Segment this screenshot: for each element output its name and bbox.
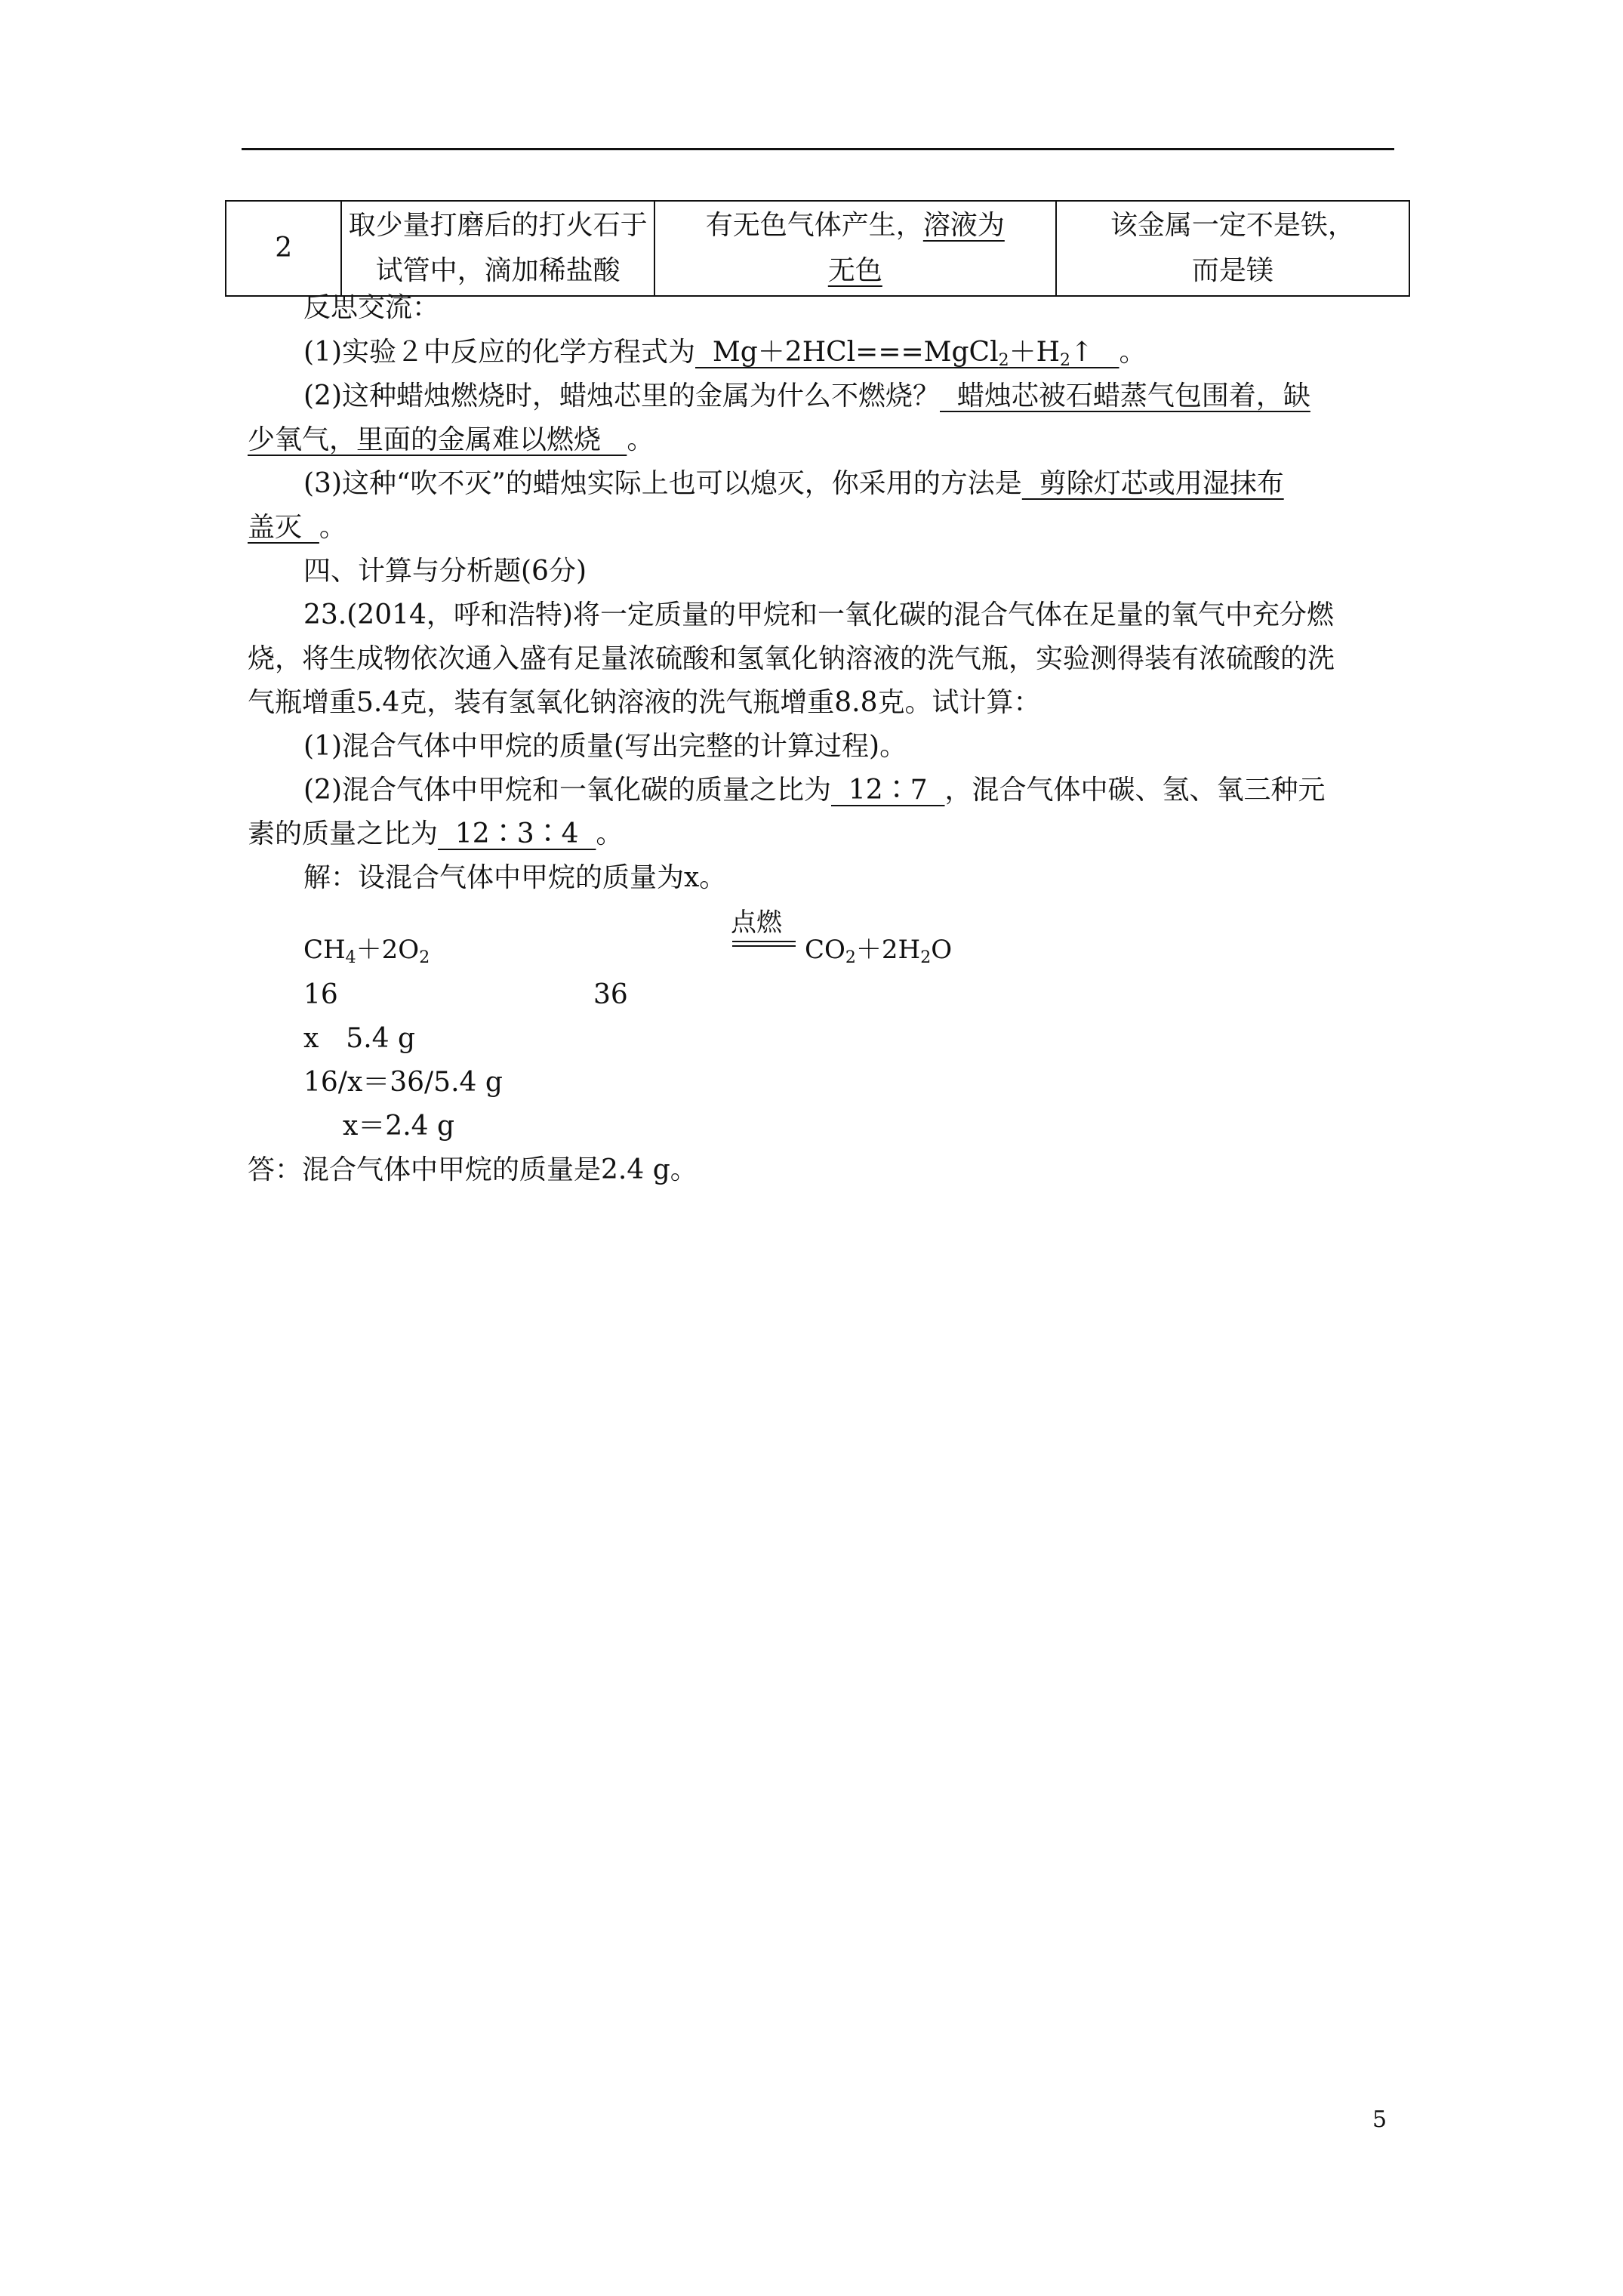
solution-answer: 答：混合气体中甲烷的质量是2.4 g。 (248, 1154, 698, 1185)
element-ratio-answer: 12∶3∶4 (438, 818, 596, 849)
equation-reactants: $CH_4+2O_2$ (303, 935, 430, 967)
question-23-sub-2: (2)混合气体中甲烷和一氧化碳的质量之比为 12∶7 ，混合气体中碳、氢、氧三种元 (303, 775, 1326, 806)
question-23-line-3: 气瓶增重5.4克，装有氢氧化钠溶液的洗气瓶增重8.8克。试计算： (248, 687, 1041, 718)
conclusion-line-1: 该金属一定不是铁， (1110, 210, 1355, 241)
question-3-line-2: 盖灭 。 (248, 512, 346, 543)
question-23-sub-2-line-2: 素的质量之比为 12∶3∶4 。 (248, 818, 624, 849)
phenomenon-text: 有无色气体产生， (705, 210, 923, 241)
relative-mass-h2o: 36 (593, 979, 628, 1010)
question-2-line-2: 少氧气，里面的金属难以燃烧 。 (248, 424, 654, 455)
question-1: (1)实验２中反应的化学方程式为 $Mg+2HCl===MgCl_2+H_2↑$ 。 (303, 337, 1147, 370)
reaction-condition: 点燃 (731, 908, 782, 938)
relative-mass-ch4: 16 (303, 979, 338, 1010)
equation-bar-bottom (732, 945, 796, 947)
phenomenon-answer-2: 无色 (827, 255, 882, 286)
question-2-line-1: (2)这种蜡烛燃烧时，蜡烛芯里的金属为什么不燃烧？ 蜡烛芯被石蜡蒸气包围着，缺 (303, 381, 1310, 411)
equation-products: $CO_2+2H_2O$ (805, 935, 953, 967)
question-2-answer: 蜡烛芯被石蜡蒸气包围着，缺 (940, 381, 1310, 411)
conclusion-line-2: 而是镁 (1191, 255, 1273, 286)
question-23-line-2: 烧，将生成物依次通入盛有足量浓硫酸和氢氧化钠溶液的洗气瓶，实验测得装有浓硫酸的洗 (248, 643, 1335, 674)
reflection-heading: 反思交流： (303, 292, 440, 323)
phenomenon-answer-1: 溶液为 (922, 210, 1005, 241)
question-23-line-1: 23.(2014，呼和浩特)将一定质量的甲烷和一氧化碳的混合气体在足量的氧气中充分燃 (303, 599, 1334, 630)
solution-proportion: 16/x＝36/5.4 g (303, 1067, 503, 1098)
equation-bar-top (732, 941, 796, 942)
solution-variables: x 5.4 g (303, 1023, 416, 1054)
table-row (226, 201, 1409, 296)
solution-intro: 解：设混合气体中甲烷的质量为x。 (303, 862, 727, 893)
operation-line-2: 试管中，滴加稀盐酸 (375, 255, 621, 286)
section-4-heading: 四、计算与分析题(6分) (303, 556, 587, 587)
question-1-prefix: (1)实验２中反应的化学方程式为 (303, 337, 695, 368)
question-23-sub-1: (1)混合气体中甲烷的质量(写出完整的计算过程)。 (303, 731, 907, 762)
experiment-table (225, 200, 1410, 297)
operation-line-1: 取少量打磨后的打火石于 (348, 210, 648, 241)
question-3-answer: 剪除灯芯或用湿抹布 (1021, 468, 1284, 499)
phenomenon-cell (654, 201, 1056, 296)
experiment-number-cell (226, 201, 341, 296)
page-number: 5 (1372, 2106, 1387, 2133)
mass-ratio-answer: 12∶7 (831, 775, 945, 806)
question-1-answer: $Mg+2HCl===MgCl_2+H_2↑$ (695, 337, 1119, 370)
header-rule (242, 148, 1394, 150)
experiment-number: 2 (275, 233, 293, 264)
solution-result: x＝2.4 g (343, 1111, 455, 1142)
operation-cell (341, 201, 654, 296)
question-3-line-1: (3)这种“吹不灭”的蜡烛实际上也可以熄灭，你采用的方法是 剪除灯芯或用湿抹布 (303, 468, 1284, 499)
conclusion-cell (1056, 201, 1409, 296)
